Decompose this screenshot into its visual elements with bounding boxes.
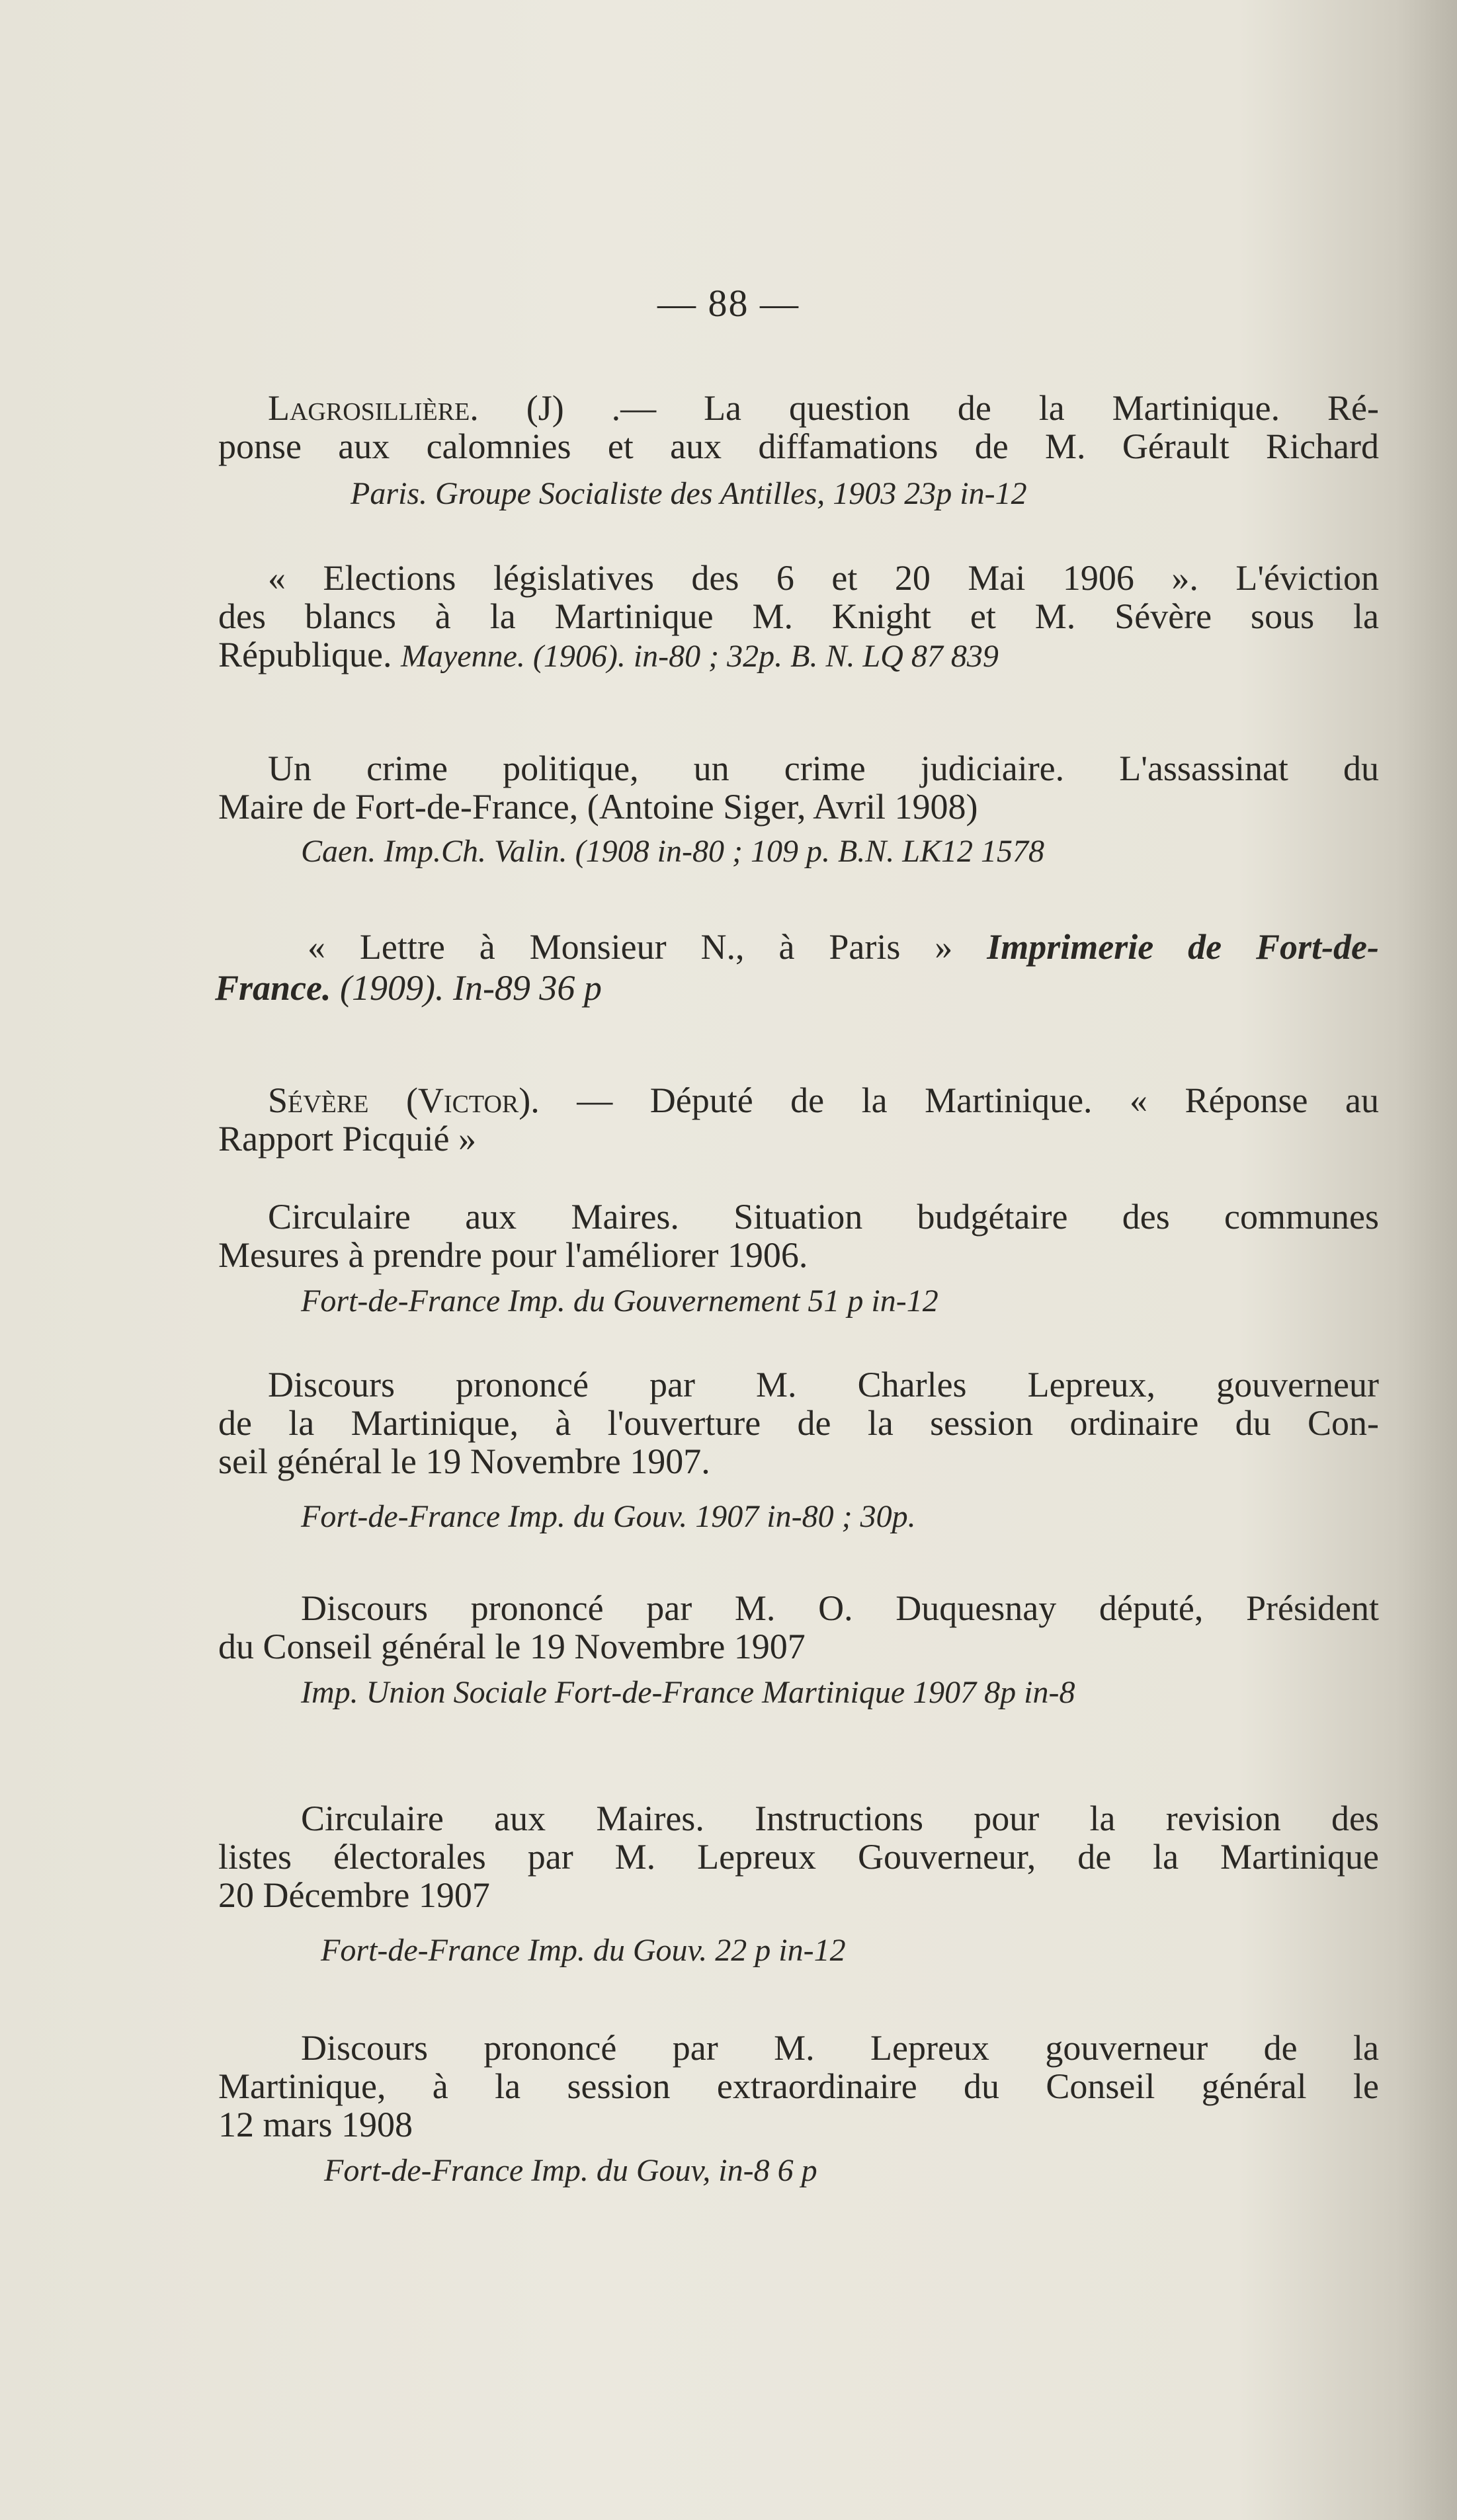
entry-author: Lagrosillière. (J) xyxy=(268,388,564,428)
entry-line: 20 Décembre 1907 xyxy=(218,1875,490,1915)
entry-line: de la Martinique, à l'ouverture de la session ordinaire du Con- xyxy=(218,1403,1379,1443)
entry-line xyxy=(268,1079,1379,1121)
entry-line: 12 mars 1908 xyxy=(218,2105,413,2144)
entry-imprint: Fort-de-France Imp. du Gouvernement 51 p in-12 xyxy=(301,1283,938,1319)
entry-text: « Lettre à Monsieur N., à Paris » xyxy=(308,927,953,967)
entry-line: seil général le 19 Novembre 1907. xyxy=(218,1442,710,1481)
entry-line: Maire de Fort-de-France, (Antoine Siger, Avril 1908) xyxy=(218,787,978,827)
entry-line: Un crime politique, un crime judiciaire. L'assassinat du xyxy=(268,749,1379,788)
entry-imprint: Fort-de-France Imp. du Gouv, in-8 6 p xyxy=(324,2153,817,2188)
entry-line: Discours prononcé par M. Charles Lepreux, gouverneur xyxy=(268,1365,1379,1404)
entry-imprint: Caen. Imp.Ch. Valin. (1908 in-80 ; 109 p. B.N. LK12 1578 xyxy=(301,834,1044,869)
entry-line: Discours prononcé par M. Lepreux gouverneur de la xyxy=(301,2028,1379,2068)
entry-author: Sévère (Victor). xyxy=(268,1080,540,1120)
entry-line xyxy=(308,926,1379,968)
entry-imprint: Mayenne. (1906). in-80 ; 32p. B. N. LQ 87 839 xyxy=(400,639,999,674)
entry-line: Rapport Picquié » xyxy=(218,1119,476,1158)
entry-line: ponse aux calomnies et aux diffamations de M. Gérault Richard xyxy=(218,427,1379,466)
entry-line: des blancs à la Martinique M. Knight et M. Sévère sous la xyxy=(218,596,1379,636)
entry-line: listes électorales par M. Lepreux Gouverneur, de la Martinique xyxy=(218,1837,1379,1877)
entry-imprint: France. xyxy=(215,968,331,1008)
entry-text: — Député de la Martinique. « Réponse au xyxy=(577,1080,1379,1120)
entry-line: Mesures à prendre pour l'améliorer 1906. xyxy=(218,1235,808,1275)
entry-imprint: Paris. Groupe Socialiste des Antilles, 1903 23p in-12 xyxy=(351,476,1027,511)
entry-line: Circulaire aux Maires. Instructions pour la revision des xyxy=(301,1799,1379,1838)
entry-text: République. xyxy=(218,635,392,674)
page-number: — 88 — xyxy=(657,282,800,325)
entry-line xyxy=(215,967,1376,1009)
entry-imprint: Fort-de-France Imp. du Gouv. 22 p in-12 xyxy=(321,1933,846,1968)
entry-line: du Conseil général le 19 Novembre 1907 xyxy=(218,1627,806,1666)
entry-imprint: Imprimerie de Fort-de- xyxy=(987,927,1380,967)
entry-line xyxy=(218,633,1379,678)
entry-imprint: (1909). In-89 36 p xyxy=(340,968,602,1008)
entry-imprint: Fort-de-France Imp. du Gouv. 1907 in-80 ; 30p. xyxy=(301,1499,916,1534)
entry-line: « Elections législatives des 6 et 20 Mai 1906 ». L'éviction xyxy=(268,558,1379,598)
entry-line: Circulaire aux Maires. Situation budgétaire des communes xyxy=(268,1197,1379,1237)
entry-text: .— La question de la Martinique. Ré- xyxy=(611,388,1379,428)
entry-line: Martinique, à la session extraordinaire du Conseil général le xyxy=(218,2066,1379,2106)
entry-line: Discours prononcé par M. O. Duquesnay député, Président xyxy=(301,1588,1379,1628)
entry-imprint: Imp. Union Sociale Fort-de-France Martinique 1907 8p in-8 xyxy=(301,1675,1075,1710)
entry-line xyxy=(268,387,1379,429)
